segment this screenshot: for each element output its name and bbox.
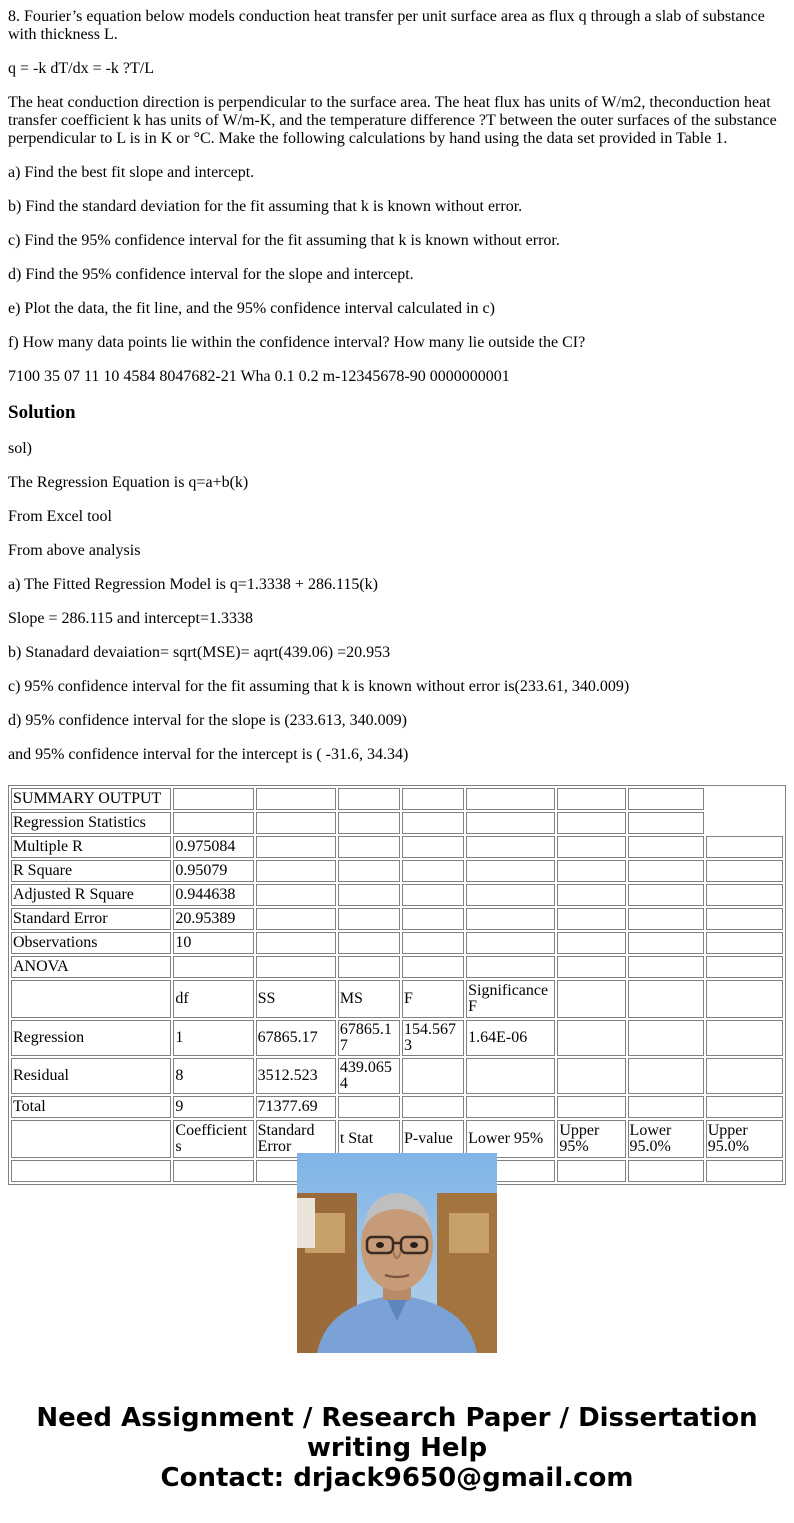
author-photo-icon [297, 1153, 497, 1353]
table-cell [256, 932, 336, 954]
table-cell: SS [256, 980, 336, 1018]
table-cell [402, 932, 464, 954]
table-cell: ANOVA [11, 956, 171, 978]
table-cell [338, 908, 400, 930]
table-cell [466, 860, 555, 882]
table-cell: 8 [173, 1058, 253, 1094]
table-cell [557, 788, 625, 810]
solution-paragraph: b) Stanadard devaiation= sqrt(MSE)= aqrt(439.06) =20.953 [8, 644, 391, 661]
promo-contact: Contact: drjack9650@gmail.com [160, 1463, 634, 1493]
table-cell: F [402, 980, 464, 1018]
table-cell [402, 884, 464, 906]
table-cell [628, 932, 704, 954]
table-cell: Lower 95.0% [628, 1120, 704, 1158]
table-cell [256, 884, 336, 906]
table-cell [628, 956, 704, 978]
table-cell [402, 836, 464, 858]
table-cell: Coefficients [173, 1120, 253, 1158]
table-cell: Adjusted R Square [11, 884, 171, 906]
table-cell: 3512.523 [256, 1058, 336, 1094]
question-paragraph: c) Find the 95% confidence interval for the fit assuming that k is known without error. [8, 232, 560, 249]
question-paragraph: 7100 35 07 11 10 4584 8047682-21 Wha 0.1 0.2 m-12345678-90 0000000001 [8, 368, 510, 385]
table-row [11, 1096, 783, 1118]
table-cell [557, 1020, 625, 1056]
table-cell: Upper 95.0% [706, 1120, 783, 1158]
solution-paragraph: sol) [8, 440, 32, 457]
table-cell [557, 860, 625, 882]
table-row [11, 908, 783, 930]
table-cell: Standard Error [256, 1120, 336, 1158]
table-row [11, 1058, 783, 1094]
table-cell [256, 836, 336, 858]
table-cell [557, 1058, 625, 1094]
table-cell [706, 908, 783, 930]
table-cell: Regression [11, 1020, 171, 1056]
table-cell: R Square [11, 860, 171, 882]
table-cell: 67865.17 [256, 1020, 336, 1056]
table-cell [256, 788, 336, 810]
table-row [11, 956, 783, 978]
table-cell [706, 836, 783, 858]
table-cell [557, 812, 625, 834]
table-cell [466, 836, 555, 858]
table-cell: 0.975084 [173, 836, 253, 858]
table-cell [628, 812, 704, 834]
table-cell [628, 836, 704, 858]
table-cell [706, 788, 783, 810]
table-cell [256, 956, 336, 978]
regression-table [8, 785, 786, 1185]
table-cell: 71377.69 [256, 1096, 336, 1118]
table-cell: SUMMARY OUTPUT [11, 788, 171, 810]
promo-banner [0, 1403, 794, 1493]
table-cell [557, 956, 625, 978]
table-cell: 10 [173, 932, 253, 954]
solution-paragraph: From Excel tool [8, 508, 112, 525]
table-cell [402, 860, 464, 882]
table-cell [628, 788, 704, 810]
solution-heading: Solution [8, 402, 76, 423]
table-cell [466, 788, 555, 810]
table-cell [466, 812, 555, 834]
table-cell: Regression Statistics [11, 812, 171, 834]
table-cell [402, 908, 464, 930]
table-row [11, 836, 783, 858]
table-row [11, 812, 783, 834]
table-cell [466, 1058, 555, 1094]
table-cell: 1 [173, 1020, 253, 1056]
table-cell [256, 812, 336, 834]
solution-paragraph: and 95% confidence interval for the intercept is ( -31.6, 34.34) [8, 746, 409, 763]
table-cell [11, 1120, 171, 1158]
table-cell: 67865.17 [338, 1020, 400, 1056]
table-cell [338, 884, 400, 906]
table-cell [256, 908, 336, 930]
table-cell [628, 1096, 704, 1118]
table-cell [338, 788, 400, 810]
table-cell [402, 1058, 464, 1094]
question-paragraph: q = -k dT/dx = -k ?T/L [8, 60, 155, 77]
table-cell: Upper 95% [557, 1120, 625, 1158]
document-body [8, 8, 786, 780]
table-cell: MS [338, 980, 400, 1018]
solution-paragraph: Slope = 286.115 and intercept=1.3338 [8, 610, 253, 627]
question-paragraph: d) Find the 95% confidence interval for the slope and intercept. [8, 266, 414, 283]
table-cell: Observations [11, 932, 171, 954]
table-cell [628, 980, 704, 1018]
table-cell [557, 1096, 625, 1118]
table-cell [628, 1058, 704, 1094]
table-cell [402, 788, 464, 810]
table-cell [706, 980, 783, 1018]
table-row [11, 860, 783, 882]
table-cell [402, 1096, 464, 1118]
table-cell: Multiple R [11, 836, 171, 858]
table-cell: df [173, 980, 253, 1018]
table-cell: 1.64E-06 [466, 1020, 555, 1056]
table-cell: 9 [173, 1096, 253, 1118]
question-paragraph: e) Plot the data, the fit line, and the 95% confidence interval calculated in c) [8, 300, 495, 317]
table-cell [466, 884, 555, 906]
question-section [8, 8, 786, 386]
question-paragraph: The heat conduction direction is perpendicular to the surface area. The heat flux has units of W/m2, theconduction heat transfer coefficient k has units of W/m-K, and the temperature difference ?T between the outer surfaces of the substance perpendicular to L is in K or °C. Make the following calculations by hand using the data set provided in Table 1. [8, 94, 777, 147]
table-cell [173, 788, 253, 810]
table-cell: Significance F [466, 980, 555, 1018]
promo-line-2: writing Help [306, 1433, 488, 1463]
table-cell: 439.0654 [338, 1058, 400, 1094]
solution-section [8, 440, 786, 764]
table-cell: 0.944638 [173, 884, 253, 906]
question-paragraph: f) How many data points lie within the confidence interval? How many lie outside the CI? [8, 334, 586, 351]
table-cell [706, 1020, 783, 1056]
table-cell [706, 860, 783, 882]
table-row [11, 884, 783, 906]
promo-line-1: Need Assignment / Research Paper / Dissertation [36, 1403, 758, 1433]
table-cell [173, 956, 253, 978]
summary-output-table [8, 785, 786, 1155]
table-cell [557, 884, 625, 906]
solution-paragraph: c) 95% confidence interval for the fit assuming that k is known without error is(233.61, 340.009) [8, 678, 630, 695]
table-row [11, 1020, 783, 1056]
table-cell [706, 956, 783, 978]
question-paragraph: 8. Fourier’s equation below models conduction heat transfer per unit surface area as flux q through a slab of substance with thickness L. [8, 8, 765, 43]
table-cell [338, 836, 400, 858]
table-cell [338, 812, 400, 834]
table-cell [466, 908, 555, 930]
table-cell: Residual [11, 1058, 171, 1094]
table-cell [628, 1160, 704, 1182]
table-cell [706, 812, 783, 834]
table-cell [338, 956, 400, 978]
table-cell [557, 932, 625, 954]
table-cell: Standard Error [11, 908, 171, 930]
table-cell [338, 932, 400, 954]
table-cell [338, 1096, 400, 1118]
table-cell [11, 1160, 171, 1182]
table-cell [173, 812, 253, 834]
table-cell: t Stat [338, 1120, 400, 1158]
table-cell [402, 812, 464, 834]
table-cell [706, 1096, 783, 1118]
author-avatar [297, 1153, 497, 1353]
table-cell [466, 1096, 555, 1118]
table-cell [706, 932, 783, 954]
table-cell [557, 908, 625, 930]
table-row [11, 932, 783, 954]
solution-paragraph: From above analysis [8, 542, 141, 559]
table-cell [628, 884, 704, 906]
table-cell: Lower 95% [466, 1120, 555, 1158]
table-row [11, 980, 783, 1018]
table-cell [256, 860, 336, 882]
table-cell [338, 860, 400, 882]
question-paragraph: b) Find the standard deviation for the fit assuming that k is known without error. [8, 198, 523, 215]
table-row [11, 788, 783, 810]
solution-paragraph: a) The Fitted Regression Model is q=1.3338 + 286.115(k) [8, 576, 379, 593]
table-cell: 20.95389 [173, 908, 253, 930]
table-cell [557, 980, 625, 1018]
table-cell [557, 836, 625, 858]
table-cell [706, 1160, 783, 1182]
table-cell: 154.5673 [402, 1020, 464, 1056]
question-paragraph: a) Find the best fit slope and intercept. [8, 164, 255, 181]
table-cell: 0.95079 [173, 860, 253, 882]
table-cell: Total [11, 1096, 171, 1118]
table-cell [706, 884, 783, 906]
table-cell [628, 860, 704, 882]
table-cell [11, 980, 171, 1018]
table-cell [466, 956, 555, 978]
table-cell: P-value [402, 1120, 464, 1158]
table-cell [173, 1160, 253, 1182]
solution-paragraph: The Regression Equation is q=a+b(k) [8, 474, 249, 491]
table-cell [557, 1160, 625, 1182]
table-cell [466, 932, 555, 954]
table-cell [628, 1020, 704, 1056]
table-cell [628, 908, 704, 930]
table-cell [402, 956, 464, 978]
table-cell [706, 1058, 783, 1094]
solution-paragraph: d) 95% confidence interval for the slope is (233.613, 340.009) [8, 712, 408, 729]
